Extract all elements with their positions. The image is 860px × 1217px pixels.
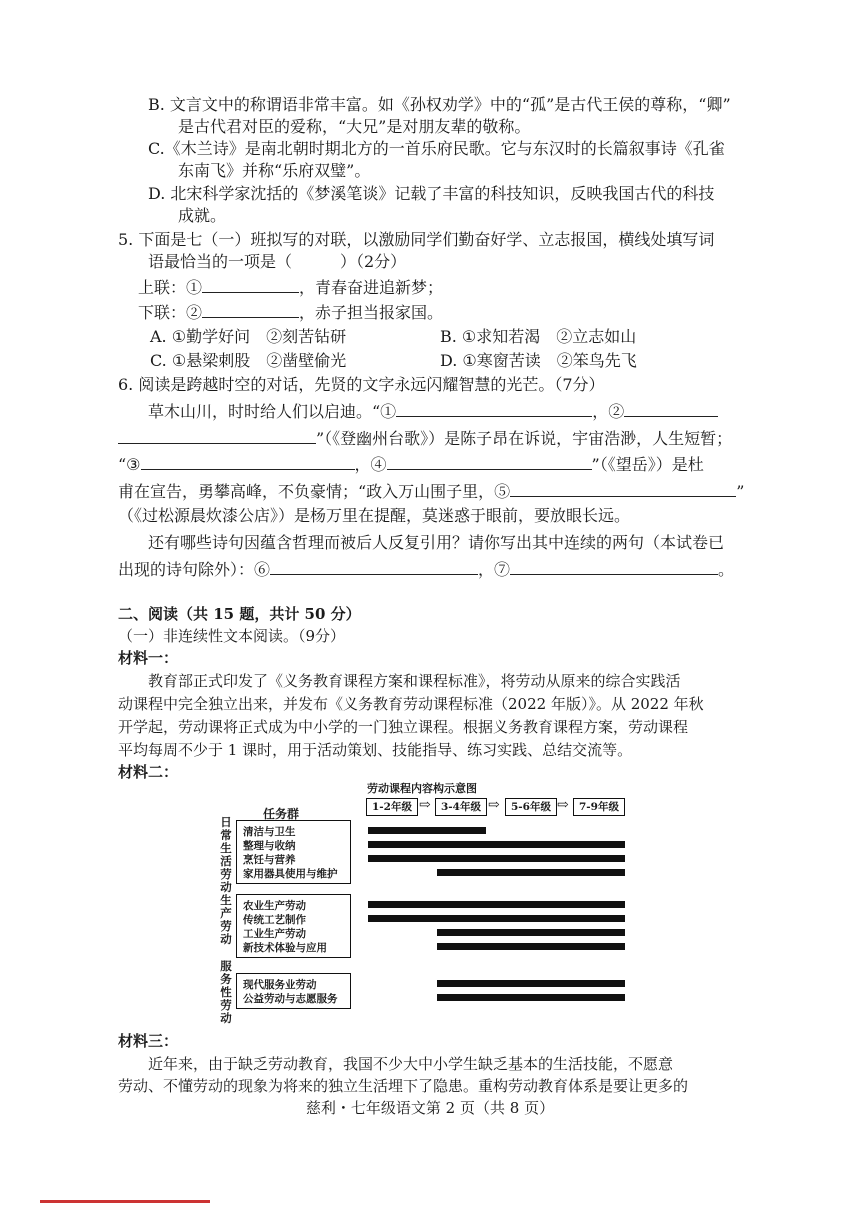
q5-stem-line2: 语最恰当的一项是（ ）（2分） [148, 252, 407, 271]
q5-option-d[interactable]: D. ①寒窗苦读 ②笨鸟先飞 [440, 351, 637, 370]
answer-blank-2-cont[interactable] [118, 427, 316, 444]
upper-couplet-label: 上联：① [138, 278, 203, 297]
arrow-icon: ⇨ [488, 797, 500, 813]
q6-text: ”（《登幽州台歌》）是陈子昂在诉说，宇宙浩渺，人生短暂； [316, 429, 733, 448]
q6-text: ” [736, 482, 745, 501]
coverage-bar [368, 901, 625, 908]
task-label: 家用器具使用与维护 [243, 868, 338, 880]
coverage-bar [437, 994, 625, 1001]
material-3-label: 材料三： [118, 1032, 179, 1050]
coverage-bar [437, 869, 625, 876]
grade-box: 1-2年级 [366, 798, 418, 816]
coverage-bar [368, 841, 625, 848]
subsection-heading: （一）非连续性文本阅读。（9分） [118, 627, 346, 645]
q4-option-c-line1: C.《木兰诗》是南北朝时期北方的一首乐府民歌。它与东汉时的长篇叙事诗《孔雀 [148, 139, 725, 158]
task-label: 农业生产劳动 [243, 900, 306, 912]
q6-line5: （《过松源晨炊漆公店》）是杨万里在提醒，莫迷惑于眼前，要放眼长远。 [118, 506, 631, 525]
coverage-bar [437, 980, 625, 987]
task-label: 工业生产劳动 [243, 928, 306, 940]
material-1-line: 教育部正式印发了《义务教育课程方案和课程标准》，将劳动从原来的综合实践活 [148, 672, 681, 690]
diagram-title: 劳动课程内容构示意图 [367, 782, 477, 795]
q6-text: “③ [118, 455, 141, 474]
q5-option-c[interactable]: C. ①悬梁刺股 ②凿壁偷光 [150, 351, 347, 370]
q6-text: ”（《望岳》）是杜 [591, 455, 704, 474]
answer-blank-1[interactable] [202, 276, 299, 293]
q4-option-d-line2: 成就。 [178, 206, 227, 225]
q6-text: ，④ [354, 455, 387, 474]
task-group-header: 任务群 [263, 807, 300, 821]
answer-blank-4[interactable] [387, 453, 592, 470]
material-1-label: 材料一： [118, 649, 179, 667]
section-heading: 二、阅读（共 15 题，共计 50 分） [118, 605, 361, 623]
material-1-line: 开学起，劳动课将正式成为中小学的一门独立课程。根据义务教育课程方案，劳动课程 [118, 718, 689, 736]
q6-line2 [118, 427, 732, 450]
q5-lower-couplet [138, 301, 443, 324]
task-label: 现代服务业劳动 [243, 979, 317, 991]
q4-option-b-line1: B. 文言文中的称谓语非常丰富。如《孙权劝学》中的“孤”是古代王侯的尊称，“卿” [148, 95, 731, 114]
labor-course-diagram [215, 780, 635, 1028]
task-label: 烹饪与营养 [243, 854, 296, 866]
coverage-bar [368, 855, 625, 862]
q4-option-d-line1: D. 北宋科学家沈括的《梦溪笔谈》记载了丰富的科技知识，反映我国古代的科技 [148, 184, 715, 203]
answer-blank-6[interactable] [270, 558, 478, 575]
task-label: 新技术体验与应用 [243, 942, 327, 954]
q6-line1 [148, 400, 718, 423]
coverage-bar [437, 943, 625, 950]
q6-text: 甫在宣告，勇攀高峰，不负豪情；“政入万山围子里，⑤ [118, 482, 511, 501]
arrow-icon: ⇨ [557, 797, 569, 813]
category-label: 服务性劳动 [220, 959, 232, 1025]
q6-line6: 还有哪些诗句因蕴含哲理而被后人反复引用？请你写出其中连续的两句（本试卷已 [148, 533, 725, 552]
answer-blank-5[interactable] [510, 480, 736, 497]
q6-text: 出现的诗句除外）：⑥ [118, 560, 271, 579]
q6-text: ，⑦ [478, 560, 511, 579]
q6-stem: 6. 阅读是跨越时空的对话，先贤的文字永远闪耀智慧的光芒。（7分） [118, 375, 605, 394]
page-footer: 慈利・七年级语文第 2 页（共 8 页） [305, 1099, 555, 1117]
grade-box: 5-6年级 [505, 798, 557, 816]
answer-blank-7[interactable] [510, 558, 718, 575]
answer-blank-2[interactable] [202, 301, 299, 318]
q5-stem-line1: 5. 下面是七（一）班拟写的对联，以激励同学们勤奋好学、立志报国，横线处填写词 [118, 230, 715, 249]
q6-line3 [118, 453, 704, 476]
answer-blank-2[interactable] [624, 400, 718, 417]
coverage-bar [368, 915, 625, 922]
scan-mark [40, 1200, 210, 1203]
q5-upper-couplet [138, 276, 443, 299]
lower-couplet-label: 下联：② [138, 303, 203, 322]
q4-option-b-line2: 是古代君对臣的爱称，“大兄”是对朋友辈的敬称。 [178, 117, 531, 136]
q6-text: ，② [592, 402, 625, 421]
task-label: 整理与收纳 [243, 840, 296, 852]
material-1-line: 平均每周不少于 1 课时，用于活动策划、技能指导、练习实践、总结交流等。 [118, 741, 633, 759]
category-label: 生产劳动 [220, 893, 232, 946]
q5-option-b[interactable]: B. ①求知若渴 ②立志如山 [440, 327, 637, 346]
material-3-line: 劳动、不懂劳动的现象为将来的独立生活埋下了隐患。重构劳动教育体系是要让更多的 [118, 1077, 689, 1095]
q5-option-a[interactable]: A. ①勤学好问 ②刻苦钻研 [150, 327, 347, 346]
q6-text: 。 [718, 560, 735, 579]
answer-blank-1[interactable] [396, 400, 592, 417]
q6-line7 [118, 558, 734, 581]
task-label: 公益劳动与志愿服务 [243, 993, 338, 1005]
q6-text: 草木山川，时时给人们以启迪。“① [148, 402, 397, 421]
grade-box: 7-9年级 [573, 798, 625, 816]
material-2-label: 材料二： [118, 763, 179, 781]
material-1-line: 动课程中完全独立出来，并发布《义务教育劳动课程标准（2022 年版）》。从 2022 年秋 [118, 695, 704, 713]
material-3-line: 近年来，由于缺乏劳动教育，我国不少大中小学生缺乏基本的生活技能，不愿意 [148, 1055, 674, 1073]
category-label: 日常生活劳动 [220, 815, 232, 894]
lower-couplet-rest: ，赤子担当报家国。 [299, 303, 444, 322]
arrow-icon: ⇨ [419, 797, 431, 813]
q6-line4 [118, 480, 744, 503]
task-label: 清洁与卫生 [243, 826, 296, 838]
task-label: 传统工艺制作 [243, 914, 306, 926]
q4-option-c-line2: 东南飞》并称“乐府双璧”。 [178, 161, 371, 180]
grade-box: 3-4年级 [435, 798, 487, 816]
answer-blank-3[interactable] [141, 453, 355, 470]
upper-couplet-rest: ，青春奋进追新梦； [299, 278, 444, 297]
coverage-bar [368, 827, 486, 834]
coverage-bar [437, 929, 625, 936]
